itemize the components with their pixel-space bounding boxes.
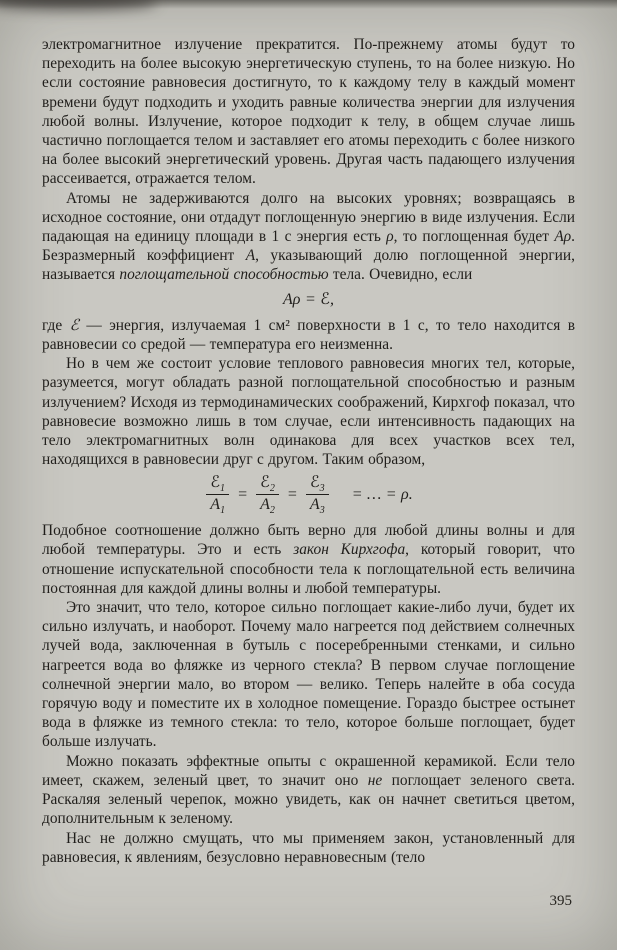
emphasized-text: поглощательной способностью	[119, 266, 329, 284]
body-text: , то поглощенная будет	[393, 228, 555, 246]
body-text: — энергия, излучаемая 1 см² поверхности в 1 с, то тело находится в равновесии со средой — температура его неизменна.	[42, 316, 576, 354]
fraction-denominator: $A_3$	[309, 495, 325, 517]
body-text: электромагнитное излучение прекратится. По-прежнему атомы будут то переходить на более высокую энергетическую ступень, то на более низкую. Но если состояние равновесия достигнуто, то к каждому телу в каждый момент времени будут подходить и уходить равные количества энергии для излучения любой волны. Излучение, которое подходит к телу, в общем случае лишь частично поглощается телом и заставляет его атомы переходить с более низкого на более высокий энергетический уровень. Другая часть падающего излучения рассеивается, отражается телом.	[42, 36, 575, 188]
scan-smudge	[0, 0, 158, 11]
text-column	[42, 35, 575, 867]
fraction-numerator: ℰ$_1$	[206, 474, 229, 494]
body-text: Подобное соотношение должно быть верно для любой длины волны и для любой температуры. Это и есть	[42, 522, 575, 559]
emphasized-text: ρ	[386, 228, 394, 246]
formula-kirchhoff-ratios	[42, 474, 575, 517]
emphasized-text: Aρ	[554, 228, 572, 246]
body-text: Атомы не задерживаются долго на высоких уровнях; возвращаясь в исходное состояние, они отдадут поглощенную энергию в виде излучения. Если падающая на единицу площади в 1 с энергия есть	[42, 189, 575, 246]
para-absorb-emit	[42, 598, 575, 752]
para-radiation-continuation	[42, 35, 575, 189]
para-nonequilibrium	[42, 829, 575, 867]
fraction-numerator: ℰ$_2$	[256, 474, 279, 494]
formula-a-rho: Aρ = ℰ,	[283, 290, 334, 308]
formula-tail: = … = ρ.	[351, 485, 413, 503]
body-text: поглощает зеленого света. Раскаляя зеленый черепок, можно увидеть, как он начнет светиться цветом, дополнительным к зеленому.	[42, 771, 575, 828]
body-text: . Безразмерный коэффициент	[42, 228, 575, 265]
emphasized-text: не	[367, 771, 383, 789]
emphasized-text: закон Кирхгофа	[293, 541, 406, 559]
fraction-numerator: ℰ$_3$	[306, 474, 329, 494]
para-kirchhoff-law	[42, 521, 575, 598]
equals-sign: =	[287, 485, 297, 503]
para-ceramics-experiments	[42, 752, 575, 829]
body-text: , указывающий долю поглощенной энергии, называется	[42, 247, 575, 284]
body-text: тела. Очевидно, если	[328, 266, 473, 284]
fraction	[256, 474, 279, 517]
fraction	[306, 474, 329, 517]
body-text: Нас не должно смущать, что мы применяем закон, установленный для равновесия, к явлениям, безусловно неравновесным (тело	[42, 829, 575, 866]
scan-edge-shadow	[0, 0, 617, 9]
fraction-denominator: $A_1$	[210, 495, 226, 517]
body-text: Это значит, что тело, которое сильно поглощает какие-либо лучи, будет их сильно излучать, и наоборот. Почему мало нагреется под действием солнечных лучей вода, заключенная в бутыль с посеребренными стенками, и сильно нагреется вода во фляжке из черного стекла? В первом случае поглощение солнечной энергии мало, во втором — велико. Теперь налейте в оба сосуда горячую воду и поместите их в холодное помещение. Гораздо быстрее остынет вода в фляжке из темного стекла: то тело, которое больше поглощает, будет больше излучать.	[42, 599, 575, 751]
emphasized-text: A	[245, 247, 256, 265]
fraction-denominator: $A_2$	[260, 495, 275, 517]
para-atoms-levels	[42, 189, 575, 285]
body-text: Но в чем же состоит условие теплового равновесия многих тел, которые, разумеется, могут обладать разной поглощательной способностью и разным излучением? Исходя из термодинамических соображений, Кирхгоф показал, что равновесие возможно лишь в том случае, если интенсивность падающих на тело электромагнитных волн одинакова для всех участков всех тел, находящихся в равновесии друг с другом. Таким образом,	[42, 355, 575, 469]
fraction	[206, 474, 229, 517]
para-equilibrium-condition	[42, 354, 575, 469]
emphasized-text: ℰ	[69, 316, 79, 334]
body-text: где	[42, 316, 70, 334]
page-number: 395	[549, 893, 572, 909]
body-text: , который говорит, что отношение испускательной способности тела к поглощательной есть величина постоянная для каждой длины волны и любой температуры.	[42, 541, 575, 597]
equals-sign: =	[238, 485, 248, 503]
body-text: Можно показать эффектные опыты с окрашенной керамикой. Если тело имеет, скажем, зеленый цвет, то значит оно	[42, 752, 575, 789]
para-where-energy	[42, 316, 575, 354]
